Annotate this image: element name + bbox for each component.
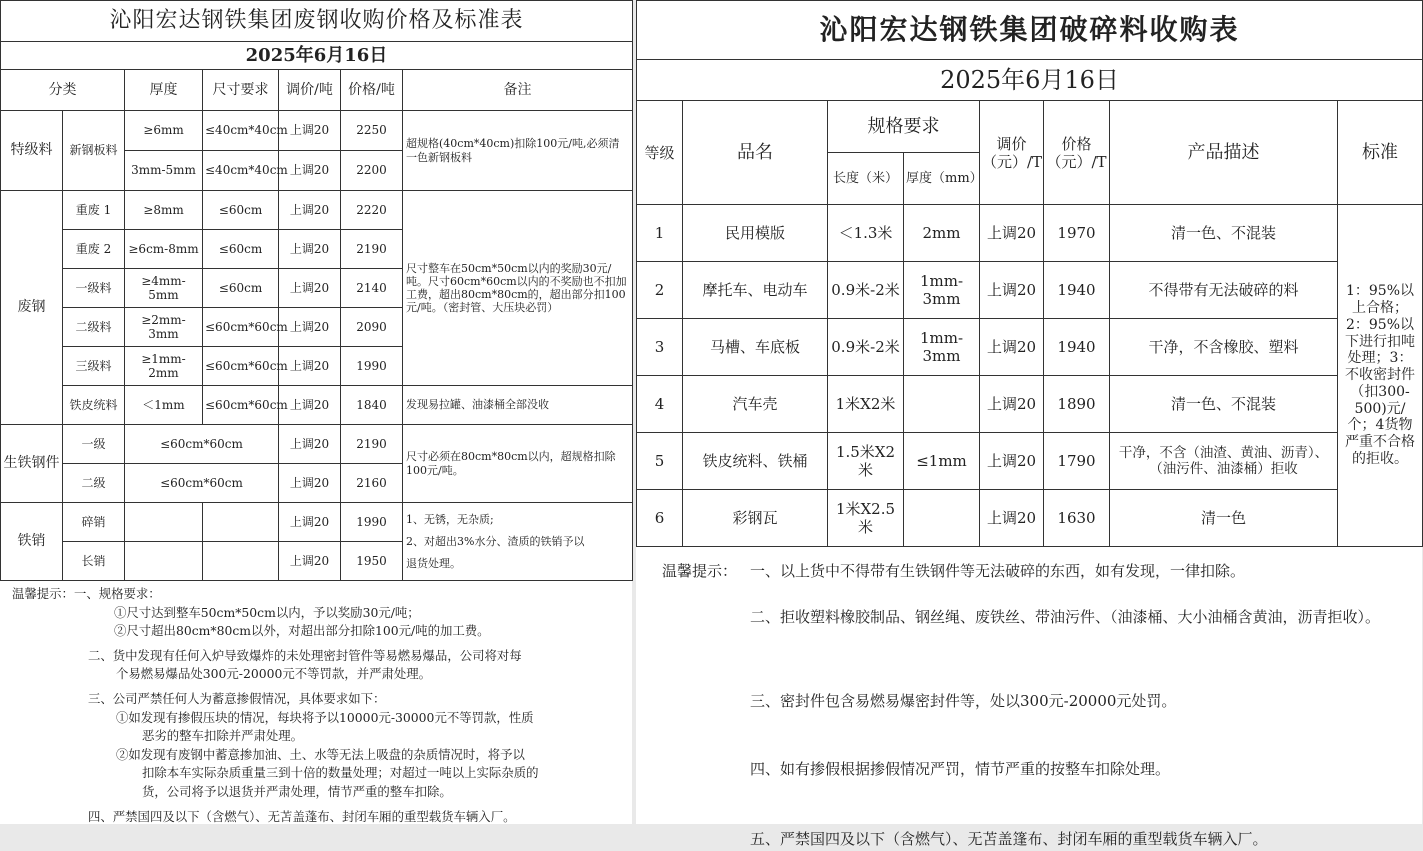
tip-line: 货，公司将予以退货并严肃处理，情节严重的整车扣除。 <box>142 784 452 800</box>
table-row <box>637 490 1423 547</box>
thickness-cell: 2mm <box>904 205 980 262</box>
thickness-cell: ≥8mm <box>125 191 203 230</box>
sub-name: 二级 <box>63 464 125 503</box>
tips-section <box>636 547 1422 851</box>
header-desc: 产品描述 <box>1110 101 1338 205</box>
group-name: 铁销 <box>1 503 63 581</box>
sub-name: 重废 2 <box>63 230 125 269</box>
desc-cell: 清一色、不混装 <box>1110 376 1338 433</box>
adjust-cell: 上调20 <box>279 191 341 230</box>
desc-cell: 不得带有无法破碎的料 <box>1110 262 1338 319</box>
price-cell: 1940 <box>1044 319 1110 376</box>
adjust-cell: 上调20 <box>980 433 1044 490</box>
tips-label: 温馨提示： <box>662 562 738 580</box>
size-cell: ≤60cm*60cm <box>203 308 279 347</box>
length-cell: 1米X2.5米 <box>828 490 904 547</box>
header-length: 长度（米） <box>828 153 904 205</box>
group-name: 废钢 <box>1 191 63 425</box>
sub-name: 三级料 <box>63 347 125 386</box>
price-cell: 2090 <box>341 308 403 347</box>
thickness-cell: ≥6mm <box>125 111 203 151</box>
tip-line: 个易燃易爆品处300元-20000元不等罚款，并严肃处理。 <box>116 666 432 682</box>
scrap-steel-table <box>0 0 633 581</box>
tip-line <box>662 561 1402 605</box>
header-remark: 备注 <box>403 70 633 111</box>
tip-line: 三、密封件包含易燃易爆密封件等，处以300元-20000元处罚。 <box>750 692 1177 710</box>
size-cell: ≤60cm*60cm <box>203 386 279 425</box>
tip-line: ①尺寸达到整车50cm*50cm以内，予以奖励30元/吨； <box>114 604 420 620</box>
header-standard: 标准 <box>1338 101 1423 205</box>
tip-text: 一、以上货中不得带有生铁钢件等无法破碎的东西，如有发现，一律扣除。 <box>750 562 1246 580</box>
crushed-material-table <box>636 0 1423 547</box>
remark-line: 1、无锈，无杂质; <box>406 512 494 526</box>
table-row <box>1 425 633 464</box>
price-cell: 1890 <box>1044 376 1110 433</box>
table-row <box>1 111 633 151</box>
sub-name: 一级 <box>63 425 125 464</box>
size-cell: ≤60cm*60cm <box>125 425 279 464</box>
price-cell: 2250 <box>341 111 403 151</box>
remark-cell <box>403 503 633 581</box>
thickness-cell <box>125 503 203 542</box>
header-grade: 等级 <box>637 101 683 205</box>
price-cell: 1970 <box>1044 205 1110 262</box>
adjust-cell: 上调20 <box>279 230 341 269</box>
sub-name: 碎销 <box>63 503 125 542</box>
adjust-cell: 上调20 <box>980 262 1044 319</box>
table-row <box>1 503 633 542</box>
length-cell: 1米X2米 <box>828 376 904 433</box>
sheet-title: 沁阳宏达钢铁集团废钢收购价格及标准表 <box>1 1 633 42</box>
desc-cell: 清一色、不混装 <box>1110 205 1338 262</box>
size-cell: ≤60cm <box>203 230 279 269</box>
table-row <box>1 386 633 425</box>
adjust-cell: 上调20 <box>279 308 341 347</box>
adjust-cell: 上调20 <box>980 490 1044 547</box>
tip-line: 二、货中发现有任何入炉导致爆炸的未处理密封管件等易燃易爆品，公司将对每 <box>88 647 522 663</box>
price-cell: 2200 <box>341 151 403 191</box>
header-adjust: 调价/吨 <box>279 70 341 111</box>
header-adjust: 调价（元）/T <box>980 101 1044 205</box>
adjust-cell: 上调20 <box>279 425 341 464</box>
name-cell: 铁皮统料、铁桶 <box>683 433 828 490</box>
table-row <box>637 433 1423 490</box>
header-spec: 规格要求 <box>828 101 980 153</box>
size-cell: ≤60cm <box>203 269 279 308</box>
group-name: 特级料 <box>1 111 63 191</box>
desc-cell: 干净，不含（油渣、黄油、沥青）、（油污件、油漆桶）拒收 <box>1110 433 1338 490</box>
price-cell: 1630 <box>1044 490 1110 547</box>
header-name: 品名 <box>683 101 828 205</box>
sub-name: 一级料 <box>63 269 125 308</box>
adjust-cell: 上调20 <box>980 205 1044 262</box>
length-cell: 0.9米-2米 <box>828 262 904 319</box>
tip-line: 温馨提示：一、规格要求： <box>12 586 161 601</box>
sheet-date: 2025年6月16日 <box>637 60 1423 101</box>
price-cell: 2140 <box>341 269 403 308</box>
scrap-steel-price-sheet <box>0 0 632 824</box>
header-thickness: 厚度 <box>125 70 203 111</box>
price-cell: 1940 <box>1044 262 1110 319</box>
thickness-cell: 3mm-5mm <box>125 151 203 191</box>
name-cell: 马槽、车底板 <box>683 319 828 376</box>
desc-cell: 清一色 <box>1110 490 1338 547</box>
name-cell: 摩托车、电动车 <box>683 262 828 319</box>
remark-line: 退货处理。 <box>406 556 461 570</box>
adjust-cell: 上调20 <box>980 376 1044 433</box>
table-row <box>637 319 1423 376</box>
grade-cell: 3 <box>637 319 683 376</box>
thickness-cell <box>904 376 980 433</box>
tip-line: ②如发现有废钢中蓄意掺加油、土、水等无法上吸盘的杂质情况时，将予以 <box>116 746 525 762</box>
thickness-cell: ≥6cm-8mm <box>125 230 203 269</box>
tip-line: 扣除本车实际杂质重量三到十倍的数量处理；对超过一吨以上实际杂质的 <box>142 765 539 781</box>
sub-name: 铁皮统料 <box>63 386 125 425</box>
adjust-cell: 上调20 <box>279 464 341 503</box>
adjust-cell: 上调20 <box>279 269 341 308</box>
tip-line: 五、严禁国四及以下（含燃气）、无苫盖篷布、封闭车厢的重型载货车辆入厂。 <box>750 830 1268 848</box>
thickness-cell <box>125 542 203 581</box>
thickness-cell: ≤1mm <box>904 433 980 490</box>
remark-cell: 尺寸必须在80cm*80cm以内，超规格扣除100元/吨。 <box>403 425 633 503</box>
standard-cell: 1：95%以上合格；2：95%以下进行扣吨处理；3：不收密封件（扣300-500)元/个；4货物严重不合格的拒收。 <box>1338 205 1423 547</box>
size-cell: ≤60cm <box>203 191 279 230</box>
name-cell: 汽车壳 <box>683 376 828 433</box>
header-category: 分类 <box>1 70 125 111</box>
grade-cell: 6 <box>637 490 683 547</box>
thickness-cell: ≥1mm-2mm <box>125 347 203 386</box>
remark-cell: 超规格(40cm*40cm)扣除100元/吨,必须清一色新钢板料 <box>403 111 633 191</box>
grade-cell: 4 <box>637 376 683 433</box>
adjust-cell: 上调20 <box>279 542 341 581</box>
sheet-title: 沁阳宏达钢铁集团破碎料收购表 <box>637 1 1423 60</box>
thickness-cell: ≥2mm-3mm <box>125 308 203 347</box>
table-row <box>637 262 1423 319</box>
adjust-cell: 上调20 <box>980 319 1044 376</box>
header-price: 价格（元）/T <box>1044 101 1110 205</box>
adjust-cell: 上调20 <box>279 111 341 151</box>
table-row <box>637 205 1423 262</box>
tip-line: 二、拒收塑料橡胶制品、钢丝绳、废铁丝、带油污件、（油漆桶、大小油桶含黄油，沥青拒收）。 <box>750 608 1381 626</box>
length-cell: 1.5米X2米 <box>828 433 904 490</box>
thickness-cell: 1mm-3mm <box>904 262 980 319</box>
tips-section <box>0 581 632 826</box>
thickness-cell: ＜1mm <box>125 386 203 425</box>
adjust-cell: 上调20 <box>279 386 341 425</box>
name-cell: 彩钢瓦 <box>683 490 828 547</box>
remark-cell: 发现易拉罐、油漆桶全部没收 <box>403 386 633 425</box>
group-name: 生铁钢件 <box>1 425 63 503</box>
price-cell: 2220 <box>341 191 403 230</box>
grade-cell: 5 <box>637 433 683 490</box>
sub-name: 新钢板料 <box>63 111 125 191</box>
tip-line: ②尺寸超出80cm*80cm以外，对超出部分扣除100元/吨的加工费。 <box>114 623 490 639</box>
adjust-cell: 上调20 <box>279 503 341 542</box>
grade-cell: 1 <box>637 205 683 262</box>
adjust-cell: 上调20 <box>279 151 341 191</box>
price-cell: 1840 <box>341 386 403 425</box>
remark-cell: 尺寸整车在50cm*50cm以内的奖励30元/吨。尺寸60cm*60cm以内的不奖励也不扣加工费，超出80cm*80cm的，超出部分扣100元/吨。（密封管、大压块必罚） <box>403 191 633 386</box>
name-cell: 民用模版 <box>683 205 828 262</box>
crushed-material-sheet <box>636 0 1422 848</box>
price-cell: 1990 <box>341 503 403 542</box>
grade-cell: 2 <box>637 262 683 319</box>
size-cell: ≤60cm*60cm <box>203 347 279 386</box>
sub-name: 长销 <box>63 542 125 581</box>
adjust-cell: 上调20 <box>279 347 341 386</box>
header-size: 尺寸要求 <box>203 70 279 111</box>
sub-name: 二级料 <box>63 308 125 347</box>
table-row <box>1 191 633 230</box>
sub-name: 重废 1 <box>63 191 125 230</box>
table-row <box>637 376 1423 433</box>
header-price: 价格/吨 <box>341 70 403 111</box>
tip-line: 四、严禁国四及以下（含燃气）、无苫盖蓬布、封闭车厢的重型载货车辆入厂。 <box>88 808 516 824</box>
tip-line: 四、如有掺假根据掺假情况严罚，情节严重的按整车扣除处理。 <box>750 760 1171 778</box>
size-cell <box>203 503 279 542</box>
price-cell: 1950 <box>341 542 403 581</box>
size-cell: ≤60cm*60cm <box>125 464 279 503</box>
thickness-cell: 1mm-3mm <box>904 319 980 376</box>
sheet-date: 2025年6月16日 <box>1 42 633 70</box>
thickness-cell <box>904 490 980 547</box>
size-cell: ≤40cm*40cm <box>203 151 279 191</box>
remark-line: 2、对超出3%水分、渣质的铁销予以 <box>406 534 585 548</box>
size-cell: ≤40cm*40cm <box>203 111 279 151</box>
thickness-cell: ≥4mm-5mm <box>125 269 203 308</box>
desc-cell: 干净，不含橡胶、塑料 <box>1110 319 1338 376</box>
tip-line: 恶劣的整车扣除并严肃处理。 <box>142 728 304 744</box>
length-cell: 0.9米-2米 <box>828 319 904 376</box>
price-cell: 1990 <box>341 347 403 386</box>
price-cell: 2160 <box>341 464 403 503</box>
tip-line: ①如发现有掺假压块的情况，每块将予以10000元-30000元不等罚款，性质 <box>116 709 534 725</box>
length-cell: ＜1.3米 <box>828 205 904 262</box>
price-cell: 2190 <box>341 230 403 269</box>
price-cell: 2190 <box>341 425 403 464</box>
tip-line: 三、公司严禁任何人为蓄意掺假情况，具体要求如下： <box>88 691 386 707</box>
price-cell: 1790 <box>1044 433 1110 490</box>
size-cell <box>203 542 279 581</box>
header-thickness: 厚度（mm） <box>904 153 980 205</box>
